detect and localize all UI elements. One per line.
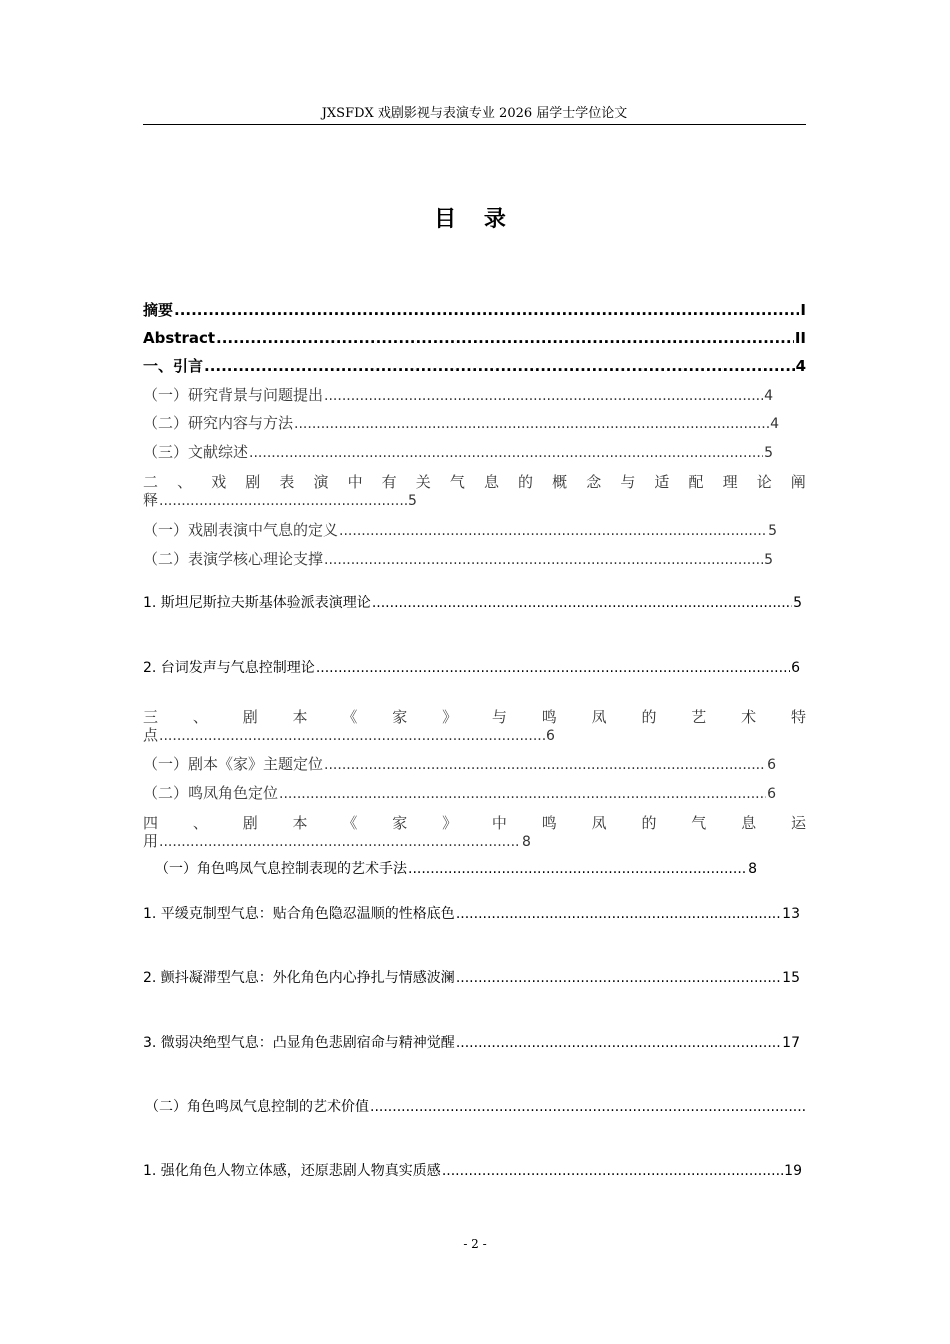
- toc-label-tail: 用: [143, 832, 159, 850]
- toc-leader: [372, 593, 792, 613]
- toc-label-char: 剧: [242, 708, 258, 726]
- toc-label-char: 气: [449, 473, 465, 491]
- toc-label-char: 阐: [790, 473, 806, 491]
- toc-entry-abstract-en[interactable]: [143, 328, 806, 348]
- toc-label-char: 本: [292, 814, 308, 832]
- toc-label-char: 息: [741, 814, 757, 832]
- toc-entry-2-2[interactable]: [143, 549, 773, 570]
- toc-leader: [159, 492, 407, 510]
- toc-label-char: 念: [586, 473, 602, 491]
- toc-entry-2-2-2[interactable]: [143, 658, 800, 678]
- toc-label: （一）角色鸣凤气息控制表现的艺术手法: [155, 861, 407, 877]
- toc-label: （二）鸣凤角色定位: [143, 784, 279, 802]
- toc-label-char: 家: [392, 708, 408, 726]
- toc-label-char: 的: [641, 708, 657, 726]
- toc-page: 17: [782, 1035, 800, 1051]
- toc-entry-abstract-cn[interactable]: [143, 300, 806, 320]
- toc-label-char: 关: [415, 473, 431, 491]
- toc-label-char: 的: [518, 473, 534, 491]
- toc-label-char: 本: [292, 708, 308, 726]
- toc-entry-4-1[interactable]: [155, 859, 757, 879]
- toc-label: （二）角色鸣凤气息控制的艺术价值: [145, 1099, 369, 1115]
- toc-label-char: 艺: [691, 708, 707, 726]
- toc-label: 摘要: [143, 301, 174, 319]
- toc-page: 8: [748, 861, 757, 877]
- toc-page: 5: [764, 552, 773, 568]
- toc-label-justified: [143, 708, 806, 726]
- header-text: JXSFDX 戏剧影视与表演专业 2026 届学士学位论文: [321, 106, 628, 121]
- toc-label-char: 概: [552, 473, 568, 491]
- toc-entry-3-1[interactable]: [143, 754, 776, 775]
- toc-leader: [370, 1097, 805, 1117]
- toc-label: 2. 颤抖凝滞型气息：外化角色内心挣扎与情感波澜: [143, 970, 455, 986]
- toc-entry-chapter-2[interactable]: [143, 473, 806, 510]
- toc-page: 19: [784, 1163, 802, 1179]
- toc-label-char: 、: [192, 814, 208, 832]
- page-title: 目 录: [434, 207, 516, 232]
- toc-label-char: 中: [347, 473, 363, 491]
- toc-label-char: 戏: [211, 473, 227, 491]
- toc-leader: [294, 414, 769, 434]
- toc-page: 6: [767, 786, 776, 802]
- toc-label-char: 息: [483, 473, 499, 491]
- toc-label: （一）剧本《家》主题定位: [143, 755, 324, 773]
- toc-leader: [339, 521, 767, 541]
- toc-page: 6: [767, 757, 776, 773]
- toc-leader: [159, 727, 545, 745]
- toc-page: 4: [764, 388, 773, 404]
- toc-entry-chapter-1[interactable]: [143, 356, 806, 376]
- toc-page: 6: [791, 660, 800, 676]
- toc-label-char: 表: [279, 473, 295, 491]
- toc-label: 1. 斯坦尼斯拉夫斯基体验派表演理论: [143, 595, 371, 611]
- toc-label: 1. 强化角色人物立体感，还原悲剧人物真实质感: [143, 1163, 441, 1179]
- toc-label: 一、引言: [143, 357, 204, 375]
- toc-page: I: [800, 301, 806, 319]
- toc-label-char: 适: [654, 473, 670, 491]
- toc-label-char: 《: [342, 814, 358, 832]
- toc-leader: [456, 904, 781, 924]
- toc-label-char: 有: [381, 473, 397, 491]
- toc-label: （二）表演学核心理论支撑: [143, 550, 324, 568]
- toc-entry-2-2-1[interactable]: [143, 593, 802, 613]
- toc-leader: [408, 859, 747, 879]
- toc-label-char: 运: [790, 814, 806, 832]
- toc-leader: [324, 550, 763, 570]
- toc-label-char: 演: [313, 473, 329, 491]
- toc-leader: [316, 658, 790, 678]
- toc-leader: [249, 443, 763, 463]
- toc-leader: [456, 1033, 781, 1053]
- toc-entry-3-2[interactable]: [143, 783, 776, 804]
- toc-label: （一）研究背景与问题提出: [143, 386, 324, 404]
- toc-page: 6: [546, 728, 555, 744]
- toc-page: 5: [768, 523, 777, 539]
- toc-label-justified: [143, 473, 806, 491]
- toc-leader: [159, 833, 521, 851]
- toc-page: 4: [795, 357, 806, 375]
- toc-entry-4-2[interactable]: [145, 1097, 806, 1117]
- toc-entry-2-1[interactable]: [143, 520, 777, 541]
- toc-label-continuation: [143, 726, 806, 745]
- toc-leader: [204, 356, 795, 376]
- toc-label-continuation: [143, 832, 806, 851]
- toc-label-char: 三: [143, 708, 159, 726]
- toc-entry-4-2-1[interactable]: [143, 1161, 802, 1181]
- toc-label-char: 中: [491, 814, 507, 832]
- toc-label-char: 理: [722, 473, 738, 491]
- toc-label-justified: [143, 814, 806, 832]
- toc-label-char: 二: [143, 473, 159, 491]
- toc-page: 5: [764, 445, 773, 461]
- toc-page: 5: [793, 595, 802, 611]
- toc-label-char: 凤: [591, 814, 607, 832]
- toc-label-char: 与: [491, 708, 507, 726]
- toc-leader: [456, 968, 781, 988]
- running-header: [143, 104, 806, 125]
- toc-entry-1-1[interactable]: [143, 385, 773, 406]
- toc-label-tail: 释: [143, 491, 159, 509]
- toc-entry-chapter-4[interactable]: [143, 814, 806, 851]
- toc-label-char: 配: [688, 473, 704, 491]
- toc-label: （三）文献综述: [143, 443, 249, 461]
- toc-label-char: 》: [442, 814, 458, 832]
- toc-leader: [442, 1161, 783, 1181]
- toc-page: 8: [522, 834, 531, 850]
- toc-label-char: 气: [691, 814, 707, 832]
- toc-entry-4-1-1[interactable]: [143, 904, 800, 924]
- toc-label-char: 、: [192, 708, 208, 726]
- toc-leader: [279, 784, 766, 804]
- toc-label: （二）研究内容与方法: [143, 414, 294, 432]
- toc-label-char: 四: [143, 814, 159, 832]
- toc-label-char: 、: [177, 473, 193, 491]
- toc-label-char: 特: [790, 708, 806, 726]
- toc-entry-4-1-3[interactable]: [143, 1033, 800, 1053]
- toc-label-char: 鸣: [541, 814, 557, 832]
- toc-label-tail: 点: [143, 726, 159, 744]
- toc-page: II: [794, 329, 806, 347]
- toc-label-char: 剧: [242, 814, 258, 832]
- toc-entry-1-2[interactable]: [143, 413, 779, 434]
- toc-leader: [324, 386, 763, 406]
- toc-leader: [324, 755, 766, 775]
- toc-label-continuation: [143, 491, 806, 510]
- toc-leader: [174, 300, 799, 320]
- toc-label-char: 论: [756, 473, 772, 491]
- toc-label: 3. 微弱决绝型气息：凸显角色悲剧宿命与精神觉醒: [143, 1035, 455, 1051]
- toc-label-char: 术: [741, 708, 757, 726]
- page-number: - 2 -: [463, 1237, 487, 1251]
- toc-entry-4-1-2[interactable]: [143, 968, 800, 988]
- toc-label-char: 剧: [245, 473, 261, 491]
- toc-label-char: 《: [342, 708, 358, 726]
- toc-leader: [216, 328, 794, 348]
- toc-label: 2. 台词发声与气息控制理论: [143, 660, 315, 676]
- toc-label-char: 的: [641, 814, 657, 832]
- toc-label: 1. 平缓克制型气息：贴合角色隐忍温顺的性格底色: [143, 906, 455, 922]
- toc-entry-chapter-3[interactable]: [143, 708, 806, 745]
- toc-page: 5: [408, 493, 417, 509]
- toc-label-char: 与: [620, 473, 636, 491]
- toc-label-char: 家: [392, 814, 408, 832]
- toc-label-char: 》: [442, 708, 458, 726]
- toc-page: 15: [782, 970, 800, 986]
- toc-page: 13: [782, 906, 800, 922]
- toc-page: 4: [770, 416, 779, 432]
- toc-label: （一）戏剧表演中气息的定义: [143, 521, 339, 539]
- toc-entry-1-3[interactable]: [143, 442, 773, 463]
- toc-label-char: 鸣: [541, 708, 557, 726]
- toc-label-char: 凤: [591, 708, 607, 726]
- toc-label: Abstract: [143, 329, 216, 347]
